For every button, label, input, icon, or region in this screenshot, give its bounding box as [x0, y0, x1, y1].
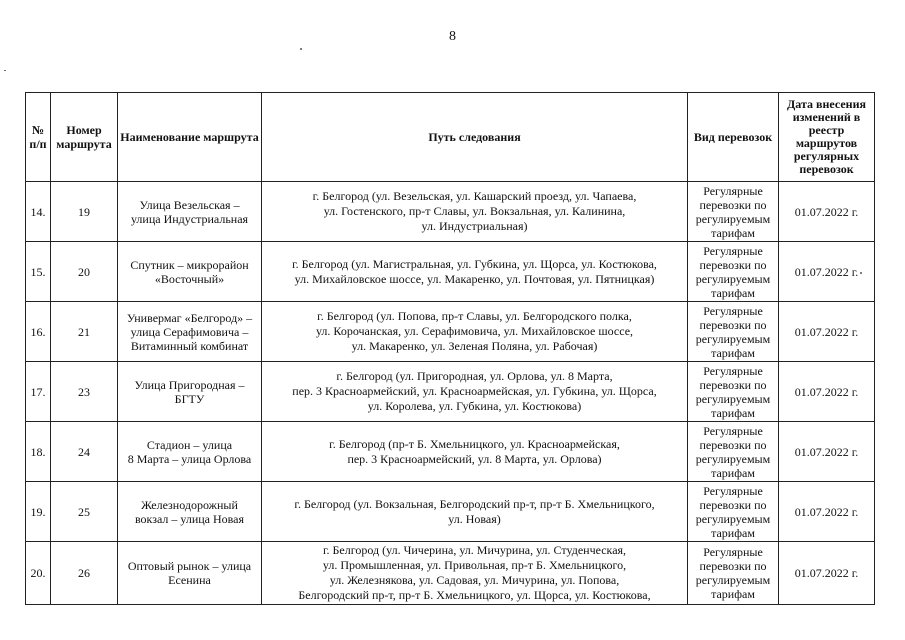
transport-kind-cell-line: тарифам — [711, 345, 755, 360]
header-num: № п/п — [26, 93, 51, 182]
route-number-cell: 25 — [51, 482, 118, 542]
table-row — [26, 242, 875, 302]
transport-kind-cell-line: перевозки по — [699, 197, 767, 212]
route-path-cell-line: ул. Корочанская, ул. Серафимовича, ул. Михайловское шоссе, — [315, 324, 634, 338]
transport-kind-cell-line: регулируемым — [695, 511, 771, 526]
transport-kind-cell-line: перевозки по — [699, 257, 767, 272]
row-number-cell: 18. — [26, 422, 51, 482]
change-date-cell: 01.07.2022 г. — [779, 302, 875, 362]
route-name-cell-line: вокзал – улица Новая — [134, 511, 245, 526]
transport-kind-cell-line: регулируемым — [695, 211, 771, 226]
route-name-cell-line: улица Индустриальная — [130, 211, 249, 226]
route-path-cell-line: г. Белгород (ул. Вокзальная, Белгородский пр-т, пр-т Б. Хмельницкого, — [294, 496, 655, 511]
transport-kind-cell — [688, 302, 779, 362]
transport-kind-cell-line: тарифам — [711, 225, 755, 240]
route-name-cell — [118, 482, 262, 542]
route-path-cell-line: ул. Макаренко, ул. Зеленая Поляна, ул. Рабочая) — [351, 339, 598, 353]
route-path-cell-line: ул. Промышленная, ул. Привольная, пр-т Б. Хмельницкого, — [322, 558, 627, 572]
change-date-cell: 01.07.2022 г. — [779, 242, 875, 302]
route-path-cell-line: г. Белгород (ул. Пригородная, ул. Орлова, ул. 8 Марта, — [336, 369, 613, 383]
route-path-cell-line: пер. 3 Красноармейский, ул. Красноармейская, ул. Губкина, ул. Щорса, — [292, 384, 657, 398]
row-number-cell: 19. — [26, 482, 51, 542]
route-name-cell-line: «Восточный» — [154, 271, 225, 286]
scan-speck — [4, 70, 6, 71]
header-route-path: Путь следования — [262, 93, 688, 182]
change-date-cell: 01.07.2022 г. — [779, 182, 875, 242]
route-name-cell-line: 8 Марта – улица Орлова — [127, 451, 252, 466]
route-path-cell — [262, 542, 688, 605]
route-number-cell: 19 — [51, 182, 118, 242]
row-number-cell: 16. — [26, 302, 51, 362]
transport-kind-cell-line: перевозки по — [699, 497, 767, 512]
header-transport-kind: Вид перевозок — [688, 93, 779, 182]
row-number-cell: 15. — [26, 242, 51, 302]
transport-kind-cell — [688, 362, 779, 422]
transport-kind-cell-line: Регулярные — [703, 303, 763, 318]
transport-kind-cell-line: Регулярные — [703, 183, 763, 198]
transport-kind-cell-line: регулируемым — [695, 391, 771, 406]
header-change-date: Дата внесения изменений в реестр маршрутов регулярных перевозок — [779, 93, 875, 182]
transport-kind-cell-line: Регулярные — [703, 363, 763, 378]
route-name-cell-line: Спутник – микрорайон — [130, 257, 249, 272]
route-path-cell-line: ул. Новая) — [448, 511, 501, 526]
transport-kind-cell — [688, 182, 779, 242]
route-name-cell — [118, 422, 262, 482]
transport-kind-cell-line: перевозки по — [699, 317, 767, 332]
route-name-cell — [118, 302, 262, 362]
table-row — [26, 362, 875, 422]
header-route-name: Наименование маршрута — [118, 93, 262, 182]
transport-kind-cell-line: перевозки по — [699, 437, 767, 452]
route-path-cell-line: Белгородский пр-т, пр-т Б. Хмельницкого, ул. Щорса, ул. Костюкова, — [298, 588, 651, 602]
route-number-cell: 24 — [51, 422, 118, 482]
transport-kind-cell-line: Регулярные — [703, 423, 763, 438]
route-path-cell — [262, 242, 688, 302]
change-date-cell: 01.07.2022 г. — [779, 482, 875, 542]
scan-speck — [300, 48, 302, 50]
route-path-cell-line: пер. 3 Красноармейский, ул. 8 Марта, ул. Орлова) — [347, 451, 602, 466]
change-date-cell: 01.07.2022 г. — [779, 542, 875, 605]
route-number-cell: 23 — [51, 362, 118, 422]
route-path-cell — [262, 302, 688, 362]
route-name-cell-line: улица Серафимовича – — [130, 324, 249, 339]
route-name-cell-line: Железнодорожный — [141, 497, 238, 512]
route-name-cell-line: Есенина — [168, 573, 211, 587]
page-number: 8 — [449, 29, 456, 44]
change-date-cell: 01.07.2022 г. — [779, 422, 875, 482]
route-path-cell — [262, 182, 688, 242]
transport-kind-cell-line: регулируемым — [695, 451, 771, 466]
transport-kind-cell-line: перевозки по — [699, 377, 767, 392]
route-path-cell — [262, 362, 688, 422]
route-path-cell-line: ул. Индустриальная) — [421, 219, 528, 233]
route-path-cell — [262, 482, 688, 542]
route-name-cell-line: Витаминный комбинат — [130, 338, 249, 353]
routes-table — [25, 92, 875, 605]
transport-kind-cell — [688, 422, 779, 482]
route-name-cell — [118, 542, 262, 605]
row-number-cell: 17. — [26, 362, 51, 422]
table-row — [26, 182, 875, 242]
route-path-cell-line: г. Белгород (ул. Магистральная, ул. Губкина, ул. Щорса, ул. Костюкова, — [292, 256, 657, 271]
transport-kind-cell-line: тарифам — [711, 285, 755, 300]
transport-kind-cell — [688, 482, 779, 542]
route-path-cell-line: г. Белгород (пр-т Б. Хмельницкого, ул. Красноармейская, — [329, 436, 620, 451]
row-number-cell: 14. — [26, 182, 51, 242]
transport-kind-cell-line: тарифам — [711, 405, 755, 420]
route-name-cell-line: Улица Пригородная – — [134, 377, 245, 392]
table-row — [26, 302, 875, 362]
change-date-cell: 01.07.2022 г. — [779, 362, 875, 422]
transport-kind-cell-line: перевозки по — [699, 559, 767, 573]
transport-kind-cell-line: тарифам — [711, 587, 755, 601]
route-path-cell-line: ул. Гостенского, пр-т Славы, ул. Вокзальная, ул. Калинина, — [323, 204, 626, 218]
route-name-cell-line: Универмаг «Белгород» – — [126, 310, 253, 325]
transport-kind-cell-line: тарифам — [711, 525, 755, 540]
route-number-cell: 20 — [51, 242, 118, 302]
transport-kind-cell-line: тарифам — [711, 465, 755, 480]
table-row — [26, 422, 875, 482]
route-path-cell-line: ул. Королева, ул. Губкина, ул. Костюкова) — [367, 399, 582, 413]
transport-kind-cell — [688, 242, 779, 302]
route-name-cell-line: Стадион – улица — [146, 437, 233, 452]
route-name-cell — [118, 242, 262, 302]
route-name-cell — [118, 182, 262, 242]
route-number-cell: 21 — [51, 302, 118, 362]
route-path-cell — [262, 422, 688, 482]
route-name-cell-line: Оптовый рынок – улица — [127, 559, 252, 573]
route-path-cell-line: г. Белгород (ул. Чичерина, ул. Мичурина, ул. Студенческая, — [322, 543, 627, 557]
route-path-cell-line: г. Белгород (ул. Везельская, ул. Кашарский проезд, ул. Чапаева, — [312, 189, 637, 203]
route-path-cell-line: ул. Железнякова, ул. Садовая, ул. Мичурина, ул. Попова, — [329, 573, 620, 587]
route-name-cell-line: Улица Везельская – — [139, 197, 240, 212]
header-route-number: Номер маршрута — [51, 93, 118, 182]
transport-kind-cell-line: Регулярные — [703, 243, 763, 258]
table-header-row — [26, 93, 875, 182]
transport-kind-cell-line: регулируемым — [695, 331, 771, 346]
table-row — [26, 482, 875, 542]
route-name-cell — [118, 362, 262, 422]
route-name-cell-line: БГТУ — [174, 391, 205, 406]
transport-kind-cell-line: Регулярные — [703, 483, 763, 498]
transport-kind-cell-line: регулируемым — [695, 573, 771, 587]
transport-kind-cell — [688, 542, 779, 605]
transport-kind-cell-line: регулируемым — [695, 271, 771, 286]
route-number-cell: 26 — [51, 542, 118, 605]
row-number-cell: 20. — [26, 542, 51, 605]
table-row — [26, 542, 875, 605]
route-path-cell-line: г. Белгород (ул. Попова, пр-т Славы, ул. Белгородского полка, — [317, 309, 632, 323]
transport-kind-cell-line: Регулярные — [703, 545, 763, 559]
route-path-cell-line: ул. Михайловское шоссе, ул. Макаренко, ул. Почтовая, ул. Пятницкая) — [294, 271, 655, 286]
